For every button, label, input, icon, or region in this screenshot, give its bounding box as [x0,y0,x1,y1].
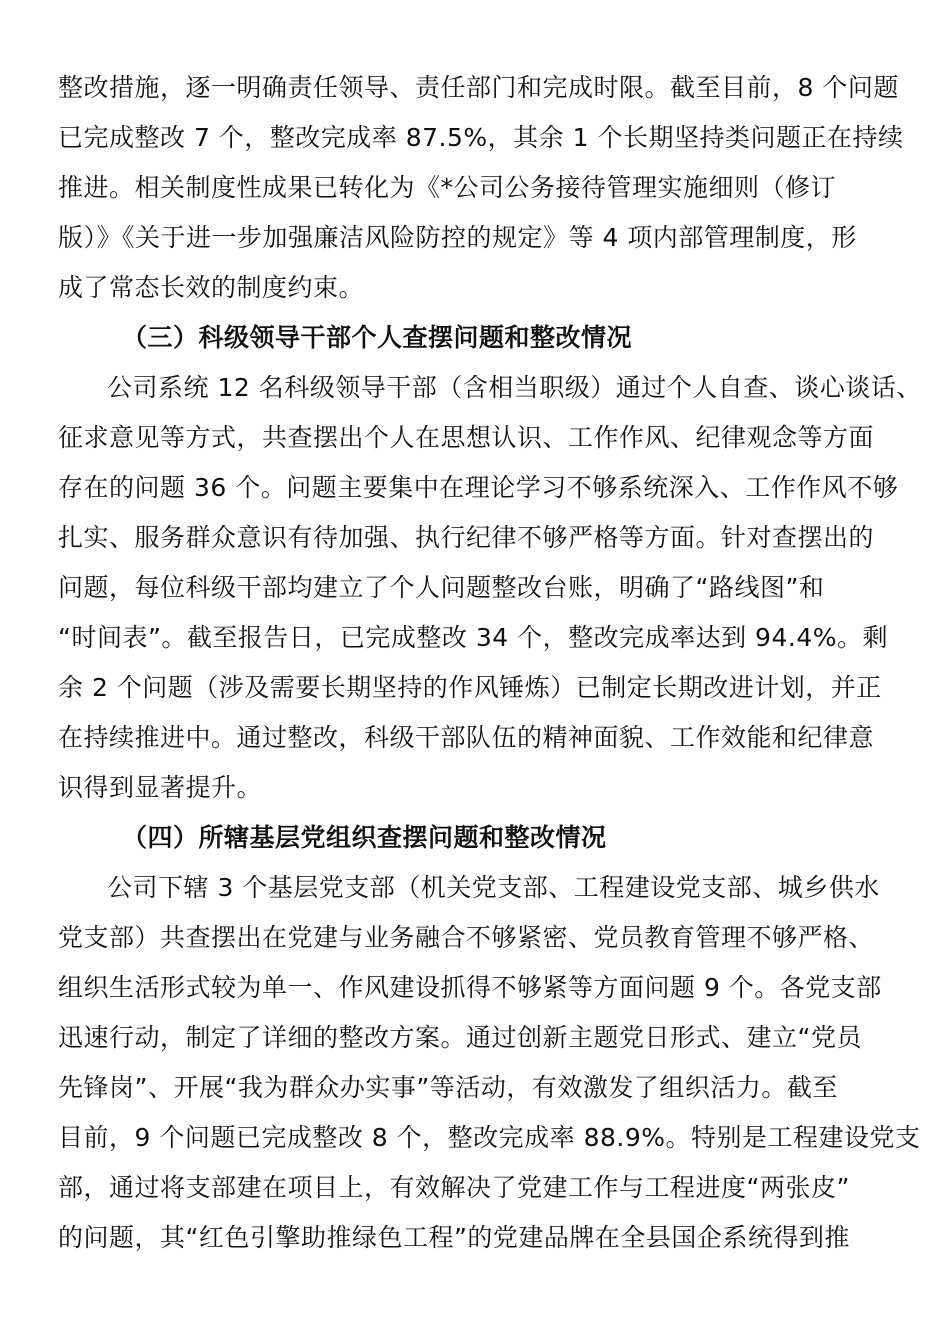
paragraph-line: 余 2 个问题（涉及需要长期坚持的作风锤炼）已制定长期改进计划，并正 [58,673,882,702]
paragraph-line: 存在的问题 36 个。问题主要集中在理论学习不够系统深入、工作作风不够 [58,473,899,502]
paragraph-line: 扎实、服务群众意识有待加强、执行纪律不够严格等方面。针对查摆出的 [58,523,875,552]
paragraph-line: 党支部）共查摆出在党建与业务融合不够紧密、党员教育管理不够严格、 [58,923,875,952]
paragraph-line: 在持续推进中。通过整改，科级干部队伍的精神面貌、工作效能和纪律意 [58,723,875,752]
section-heading: （四）所辖基层党组织查摆问题和整改情况 [122,823,607,852]
paragraph-line: 成了常态长效的制度约束。 [58,273,365,302]
paragraph-line: 已完成整改 7 个，整改完成率 87.5%，其余 1 个长期坚持类问题正在持续 [58,123,904,152]
paragraph-line: 识得到显著提升。 [58,773,263,802]
paragraph-line: 先锋岗”、开展“我为群众办实事”等活动，有效激发了组织活力。截至 [58,1073,838,1102]
paragraph-line: 迅速行动，制定了详细的整改方案。通过创新主题党日形式、建立“党员 [58,1023,862,1052]
paragraph-line: 版）》《关于进一步加强廉洁风险防控的规定》等 4 项内部管理制度，形 [58,223,857,252]
paragraph-line: 的问题，其“红色引擎助推绿色工程”的党建品牌在全县国企系统得到推 [58,1223,850,1252]
paragraph-line: 目前，9 个问题已完成整改 8 个，整改完成率 88.9%。特别是工程建设党支 [58,1123,921,1152]
paragraph-line: 公司系统 12 名科级领导干部（含相当职级）通过个人自查、谈心谈话、 [107,373,922,402]
paragraph-line: 推进。相关制度性成果已转化为《*公司公务接待管理实施细则（修订 [58,173,837,202]
paragraph-line: 整改措施，逐一明确责任领导、责任部门和完成时限。截至目前，8 个问题 [58,73,899,102]
paragraph-line: “时间表”。截至报告日，已完成整改 34 个，整改完成率达到 94.4%。剩 [58,623,888,652]
paragraph-line: 组织生活形式较为单一、作风建设抓得不够紧等方面问题 9 个。各党支部 [58,973,882,1002]
paragraph-line: 征求意见等方式，共查摆出个人在思想认识、工作作风、纪律观念等方面 [58,423,875,452]
section-heading: （三）科级领导干部个人查摆问题和整改情况 [122,323,633,352]
paragraph-line: 公司下辖 3 个基层党支部（机关党支部、工程建设党支部、城乡供水 [107,873,880,902]
paragraph-line: 部，通过将支部建在项目上，有效解决了党建工作与工程进度“两张皮” [58,1173,850,1202]
paragraph-line: 问题，每位科级干部均建立了个人问题整改台账，明确了“路线图”和 [58,573,825,602]
